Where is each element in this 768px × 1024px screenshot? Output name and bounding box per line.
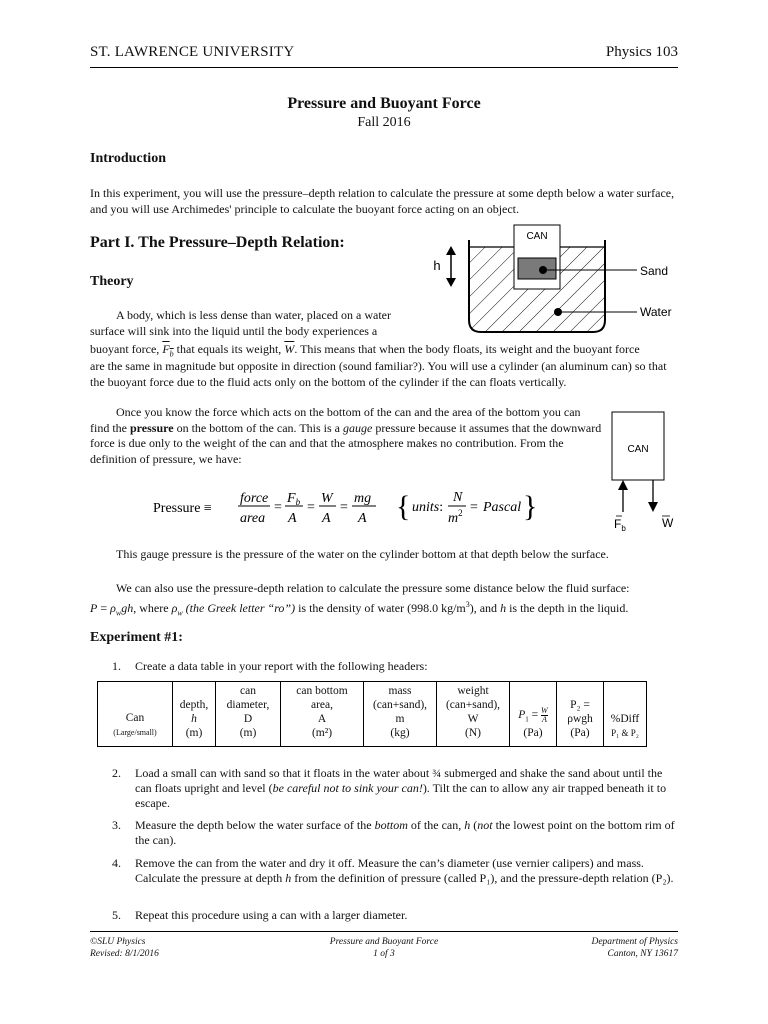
header-area: can bottom area, A (m²) bbox=[281, 682, 364, 747]
theory-p1-line1: A body, which is less dense than water, placed on a water bbox=[116, 308, 391, 322]
page-subtitle: Fall 2016 bbox=[357, 115, 411, 130]
svg-text:}: } bbox=[523, 490, 538, 523]
theory-p1-line3: buoyant force, $F_b$ that equals its weight, $\overline{W}$. This means that when the body floats, its weight and the buoyant force bbox=[90, 342, 640, 359]
header-p1: $P_1$ = $\frac{W}{A}$ (Pa) bbox=[510, 682, 557, 747]
header-diameter: can diameter, D (m) bbox=[216, 682, 281, 747]
header-mass: mass (can+sand), m (kg) bbox=[364, 682, 437, 747]
force-diagram-can-label: CAN bbox=[627, 444, 649, 455]
header-rule bbox=[90, 67, 678, 68]
svg-text:A: A bbox=[322, 511, 331, 526]
intro-heading: Introduction bbox=[90, 151, 166, 166]
footer-left: ©SLU Physics Revised: 8/1/2016 bbox=[90, 937, 159, 959]
step4-number: 4. bbox=[112, 856, 121, 870]
step3-text: Measure the depth below the water surface of the bottom of the can, h (not the lowest point on the bottom rim of the can). bbox=[135, 818, 675, 847]
page-title: Pressure and Buoyant Force bbox=[287, 95, 481, 112]
table-header-row bbox=[98, 682, 647, 747]
header-depth: depth, h (m) bbox=[173, 682, 216, 747]
svg-text:=: = bbox=[307, 500, 315, 515]
header-university: ST. LAWRENCE UNIVERSITY bbox=[90, 44, 295, 60]
svg-text:=: = bbox=[470, 500, 478, 515]
footer-center: Pressure and Buoyant Force 1 of 3 bbox=[329, 937, 439, 959]
svg-text:mg: mg bbox=[354, 491, 372, 506]
step2-text: Load a small can with sand so that it floats in the water about ¾ submerged and shake the sand about until the can floats upright and level (be careful not to sink your can!). Tilt the can to allow any air trapped beneath it to escape. bbox=[135, 766, 667, 810]
theory-p1-line2: surface will sink into the liquid until the body experiences a bbox=[90, 324, 378, 338]
svg-text:W: W bbox=[321, 491, 333, 506]
svg-text:Fb: $F_b$ bbox=[287, 491, 301, 507]
diagram-h-label: h bbox=[433, 258, 441, 273]
fb-label: $F_b$ bbox=[614, 517, 626, 533]
header-diff: %Diff P₁ & P₂ bbox=[604, 682, 647, 747]
w-label: W bbox=[662, 516, 674, 530]
svg-text:A: A bbox=[288, 511, 297, 526]
data-table bbox=[97, 681, 647, 747]
svg-text:=: = bbox=[340, 500, 348, 515]
svg-text:Pascal: Pascal bbox=[483, 500, 522, 515]
step3-number: 3. bbox=[112, 818, 121, 832]
can-force-diagram bbox=[598, 410, 688, 535]
intro-text: In this experiment, you will use the pressure–depth relation to calculate the pressure at some depth below a water surface, and you will use Archimedes' principle to calculate the buoyant force acting on an object. bbox=[90, 186, 675, 216]
step2-number: 2. bbox=[112, 766, 121, 780]
theory-p2: Once you know the force which acts on the bottom of the can and the area of the bottom you can find the pressure on the bottom of the can. This is a gauge pressure because it assumes that the downward force is due only to the weight of the can and that the atmosphere makes no contribution. From the definition of pressure, we have: bbox=[90, 405, 602, 466]
svg-text:units:: units: bbox=[412, 500, 444, 515]
theory-p4-line1: We can also use the pressure-depth relation to calculate the pressure some distance below the fluid surface: bbox=[116, 581, 630, 595]
diagram-can-label: CAN bbox=[526, 231, 548, 242]
experiment-heading: Experiment #1: bbox=[90, 630, 183, 645]
theory-p3: This gauge pressure is the pressure of the water on the cylinder bottom at that depth below the surface. bbox=[116, 547, 609, 561]
theory-p1-rest: are the same in magnitude but opposite in direction (sound familiar?). You will use a cylinder (an aluminum can) so that the buoyant force due to the fluid acts only on the bottom of the cylinder if the can floats vertically. bbox=[90, 359, 667, 389]
theory-p4-line2: $P = \rho_wgh$, where $\rho_w$ (the Greek letter “ro”) is the density of water (998.0 $kg/m^3$), and h is the depth in the liquid. bbox=[90, 600, 629, 618]
svg-text:{: { bbox=[396, 490, 411, 523]
theory-heading: Theory bbox=[90, 274, 134, 289]
svg-text:m2: $m^2$ bbox=[448, 508, 463, 526]
footer-rule bbox=[90, 931, 678, 932]
step5-text: Repeat this procedure using a can with a larger diameter. bbox=[135, 908, 408, 922]
step5-number: 5. bbox=[112, 908, 121, 922]
footer-right: Department of Physics Canton, NY 13617 bbox=[591, 937, 678, 959]
step4-text: Remove the can from the water and dry it off. Measure the can’s diameter (use vernier calipers) and mass. Calculate the pressure at depth h from the definition of pressure (called P₁), and the pressure-depth relation (P₂). bbox=[135, 856, 674, 885]
header-course: Physics 103 bbox=[605, 44, 678, 60]
header-weight: weight (can+sand), W (N) bbox=[437, 682, 510, 747]
svg-text:=: = bbox=[274, 500, 282, 515]
formula-area: area bbox=[240, 511, 266, 526]
svg-text:N: N bbox=[453, 490, 463, 505]
part1-heading: Part I. The Pressure–Depth Relation: bbox=[90, 234, 345, 251]
step1-number: 1. bbox=[112, 659, 121, 673]
formula-lhs: Pressure ≡ bbox=[153, 501, 212, 516]
step1-text: Create a data table in your report with the following headers: bbox=[135, 659, 428, 673]
pressure-formula bbox=[150, 486, 610, 528]
header-p2: P₂ = ρwgh (Pa) bbox=[557, 682, 604, 747]
header-can: Can (Large/small) bbox=[98, 682, 173, 747]
diagram-water-label: Water bbox=[640, 305, 672, 319]
can-in-water-diagram bbox=[425, 222, 695, 340]
svg-text:A: A bbox=[358, 511, 367, 526]
diagram-sand-label: Sand bbox=[640, 264, 669, 278]
formula-force: force bbox=[240, 491, 269, 506]
